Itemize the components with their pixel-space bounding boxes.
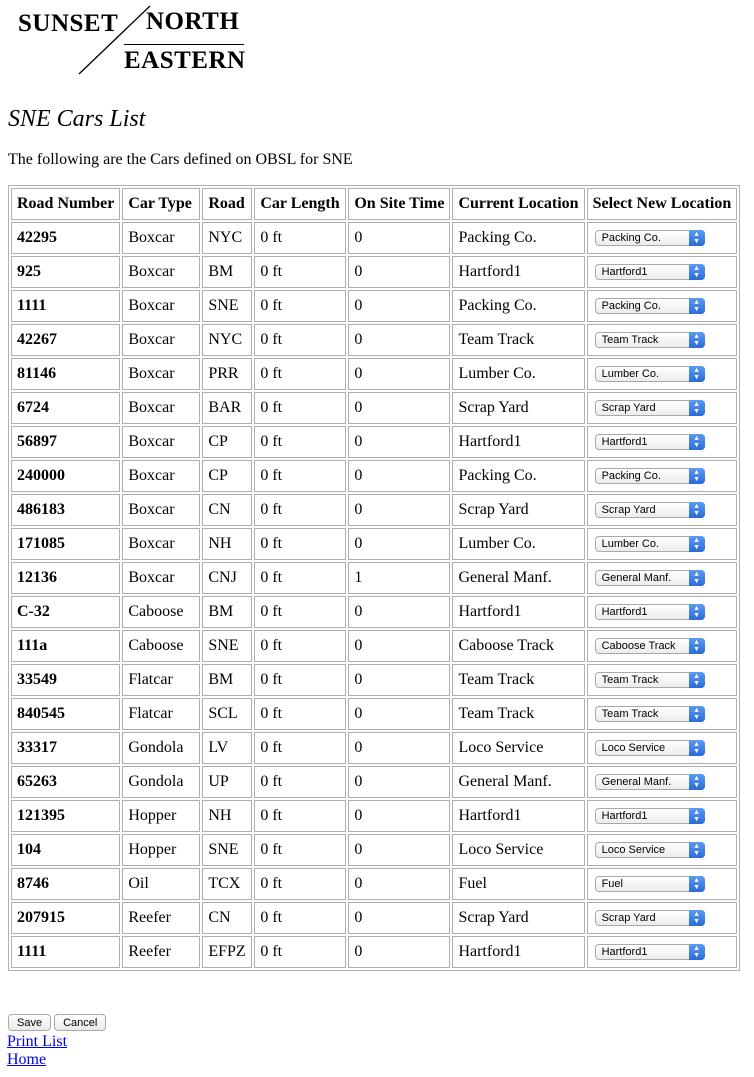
cell-road: CNJ <box>202 562 252 594</box>
cell-on-site-time: 0 <box>348 528 450 560</box>
table-row <box>11 664 737 696</box>
new-location-select[interactable] <box>595 332 705 348</box>
cell-road-number: 1111 <box>11 290 120 322</box>
chevron-updown-icon: ▲ ▼ <box>689 332 705 348</box>
new-location-select[interactable] <box>595 808 705 824</box>
cell-on-site-time: 0 <box>348 596 450 628</box>
intro-text: The following are the Cars defined on OBSL for SNE <box>8 151 353 168</box>
cell-current-location: Hartford1 <box>452 256 584 288</box>
cell-car-type: Reefer <box>122 936 200 968</box>
chevron-updown-icon: ▲ ▼ <box>689 808 705 824</box>
cell-road: NYC <box>202 222 252 254</box>
cell-road-number: 486183 <box>11 494 120 526</box>
new-location-select-value: Fuel <box>601 878 623 891</box>
table-row <box>11 698 737 730</box>
cell-car-type: Gondola <box>122 766 200 798</box>
cell-road-number: 56897 <box>11 426 120 458</box>
cell-car-type: Boxcar <box>122 528 200 560</box>
header-road: Road <box>202 188 252 220</box>
new-location-select-value: Hartford1 <box>601 946 648 959</box>
cell-road-number: 925 <box>11 256 120 288</box>
cell-car-type: Flatcar <box>122 698 200 730</box>
cell-on-site-time: 0 <box>348 664 450 696</box>
cancel-button[interactable]: Cancel <box>54 1014 106 1031</box>
header-car-length: Car Length <box>254 188 346 220</box>
cell-car-type: Oil <box>122 868 200 900</box>
new-location-select[interactable] <box>595 672 705 688</box>
new-location-select-value: Caboose Track <box>601 640 676 653</box>
cell-road: NYC <box>202 324 252 356</box>
new-location-select-value: Scrap Yard <box>601 912 656 925</box>
chevron-updown-icon: ▲ ▼ <box>689 842 705 858</box>
logo-word-eastern: EASTERN <box>124 47 246 74</box>
cell-current-location: Loco Service <box>452 834 584 866</box>
cell-car-length: 0 ft <box>254 222 346 254</box>
cell-road-number: 104 <box>11 834 120 866</box>
chevron-updown-icon: ▲ ▼ <box>689 876 705 892</box>
logo-divider-line <box>124 44 244 45</box>
cell-on-site-time: 0 <box>348 392 450 424</box>
new-location-select[interactable] <box>595 298 705 314</box>
cell-select-new-location <box>587 358 738 390</box>
table-row <box>11 528 737 560</box>
cell-road-number: 1111 <box>11 936 120 968</box>
cell-road: NH <box>202 528 252 560</box>
chevron-updown-icon: ▲ ▼ <box>689 638 705 654</box>
cell-car-type: Boxcar <box>122 256 200 288</box>
table-row <box>11 868 737 900</box>
cars-table <box>8 185 740 971</box>
cell-current-location: Caboose Track <box>452 630 584 662</box>
cell-car-type: Hopper <box>122 834 200 866</box>
new-location-select-value: Scrap Yard <box>601 504 656 517</box>
new-location-select-value: Packing Co. <box>601 232 661 245</box>
table-row <box>11 256 737 288</box>
cell-road: EFPZ <box>202 936 252 968</box>
cell-car-length: 0 ft <box>254 868 346 900</box>
cell-on-site-time: 0 <box>348 460 450 492</box>
cell-road: BAR <box>202 392 252 424</box>
new-location-select-value: Packing Co. <box>601 300 661 313</box>
cell-car-type: Boxcar <box>122 222 200 254</box>
cell-select-new-location <box>587 868 738 900</box>
cell-select-new-location <box>587 766 738 798</box>
new-location-select-value: Hartford1 <box>601 436 648 449</box>
cell-current-location: Fuel <box>452 868 584 900</box>
cell-select-new-location <box>587 834 738 866</box>
cell-car-length: 0 ft <box>254 834 346 866</box>
chevron-updown-icon: ▲ ▼ <box>689 944 705 960</box>
cell-car-length: 0 ft <box>254 766 346 798</box>
cell-car-type: Boxcar <box>122 562 200 594</box>
cell-current-location: Lumber Co. <box>452 358 584 390</box>
cell-select-new-location <box>587 664 738 696</box>
cell-select-new-location <box>587 426 738 458</box>
cell-select-new-location <box>587 324 738 356</box>
chevron-updown-icon: ▲ ▼ <box>689 230 705 246</box>
cell-select-new-location <box>587 732 738 764</box>
new-location-select-value: Team Track <box>601 674 659 687</box>
cell-road-number: 240000 <box>11 460 120 492</box>
cars-table-body <box>11 222 737 968</box>
new-location-select[interactable] <box>595 230 705 246</box>
cell-car-type: Caboose <box>122 596 200 628</box>
sunset-north-eastern-logo <box>17 4 247 76</box>
new-location-select[interactable] <box>595 366 705 382</box>
cell-current-location: Hartford1 <box>452 596 584 628</box>
cell-road-number: 8746 <box>11 868 120 900</box>
cell-car-type: Reefer <box>122 902 200 934</box>
cell-road-number: 840545 <box>11 698 120 730</box>
cell-current-location: Team Track <box>452 698 584 730</box>
chevron-updown-icon: ▲ ▼ <box>689 910 705 926</box>
cell-road-number: 111a <box>11 630 120 662</box>
logo-word-sunset: SUNSET <box>18 10 119 37</box>
new-location-select-value: General Manf. <box>601 776 672 789</box>
chevron-updown-icon: ▲ ▼ <box>689 264 705 280</box>
print-list-link[interactable]: Print List <box>7 1033 68 1050</box>
cell-current-location: Packing Co. <box>452 222 584 254</box>
cell-road: CP <box>202 460 252 492</box>
new-location-select[interactable] <box>595 604 705 620</box>
table-row <box>11 460 737 492</box>
cell-road: SNE <box>202 630 252 662</box>
cell-on-site-time: 0 <box>348 324 450 356</box>
cell-road: SNE <box>202 290 252 322</box>
new-location-select[interactable] <box>595 910 705 926</box>
cell-on-site-time: 0 <box>348 290 450 322</box>
chevron-updown-icon: ▲ ▼ <box>689 298 705 314</box>
table-row <box>11 222 737 254</box>
table-row <box>11 562 737 594</box>
cell-on-site-time: 0 <box>348 834 450 866</box>
cell-car-length: 0 ft <box>254 800 346 832</box>
cell-on-site-time: 0 <box>348 800 450 832</box>
table-row <box>11 596 737 628</box>
cell-car-type: Boxcar <box>122 290 200 322</box>
cell-road-number: 33317 <box>11 732 120 764</box>
chevron-updown-icon: ▲ ▼ <box>689 400 705 416</box>
table-row <box>11 732 737 764</box>
table-row <box>11 392 737 424</box>
table-row <box>11 800 737 832</box>
table-row <box>11 936 737 968</box>
cell-road: BM <box>202 256 252 288</box>
table-row <box>11 902 737 934</box>
cell-road: CN <box>202 494 252 526</box>
cell-road-number: 12136 <box>11 562 120 594</box>
new-location-select-value: Scrap Yard <box>601 402 656 415</box>
cell-car-length: 0 ft <box>254 630 346 662</box>
new-location-select-value: Lumber Co. <box>601 368 660 381</box>
new-location-select[interactable] <box>595 502 705 518</box>
cell-road-number: 33549 <box>11 664 120 696</box>
new-location-select[interactable] <box>595 400 705 416</box>
chevron-updown-icon: ▲ ▼ <box>689 434 705 450</box>
cell-select-new-location <box>587 562 738 594</box>
cell-car-length: 0 ft <box>254 392 346 424</box>
cell-car-type: Boxcar <box>122 426 200 458</box>
cell-on-site-time: 0 <box>348 698 450 730</box>
chevron-updown-icon: ▲ ▼ <box>689 468 705 484</box>
cell-on-site-time: 1 <box>348 562 450 594</box>
cell-car-type: Boxcar <box>122 392 200 424</box>
page-title: SNE Cars List <box>8 106 146 132</box>
table-row <box>11 324 737 356</box>
cell-select-new-location <box>587 698 738 730</box>
cell-on-site-time: 0 <box>348 630 450 662</box>
chevron-updown-icon: ▲ ▼ <box>689 604 705 620</box>
cell-road: BM <box>202 664 252 696</box>
chevron-updown-icon: ▲ ▼ <box>689 536 705 552</box>
cell-on-site-time: 0 <box>348 426 450 458</box>
cell-road: NH <box>202 800 252 832</box>
cell-car-length: 0 ft <box>254 358 346 390</box>
new-location-select-value: Hartford1 <box>601 606 648 619</box>
cell-road-number: 42295 <box>11 222 120 254</box>
cell-select-new-location <box>587 392 738 424</box>
cell-select-new-location <box>587 528 738 560</box>
cell-on-site-time: 0 <box>348 358 450 390</box>
cell-car-length: 0 ft <box>254 562 346 594</box>
cell-road-number: 171085 <box>11 528 120 560</box>
new-location-select[interactable] <box>595 264 705 280</box>
new-location-select[interactable] <box>595 774 705 790</box>
cell-car-length: 0 ft <box>254 460 346 492</box>
save-button[interactable]: Save <box>8 1014 51 1031</box>
cell-car-length: 0 ft <box>254 732 346 764</box>
new-location-select[interactable] <box>595 876 705 892</box>
table-header-row <box>11 188 737 220</box>
new-location-select[interactable] <box>595 944 705 960</box>
cell-car-length: 0 ft <box>254 528 346 560</box>
logo-word-north: NORTH <box>146 8 240 35</box>
new-location-select[interactable] <box>595 468 705 484</box>
cell-road-number: 81146 <box>11 358 120 390</box>
table-row <box>11 358 737 390</box>
new-location-select-value: General Manf. <box>601 572 672 585</box>
cell-road-number: 121395 <box>11 800 120 832</box>
chevron-updown-icon: ▲ ▼ <box>689 366 705 382</box>
new-location-select[interactable] <box>595 740 705 756</box>
header-car-type: Car Type <box>122 188 200 220</box>
new-location-select-value: Lumber Co. <box>601 538 660 551</box>
new-location-select-value: Team Track <box>601 708 659 721</box>
new-location-select-value: Loco Service <box>601 742 666 755</box>
chevron-updown-icon: ▲ ▼ <box>689 672 705 688</box>
cell-select-new-location <box>587 290 738 322</box>
cell-road: CP <box>202 426 252 458</box>
cell-on-site-time: 0 <box>348 766 450 798</box>
table-row <box>11 834 737 866</box>
chevron-updown-icon: ▲ ▼ <box>689 502 705 518</box>
cell-road-number: 42267 <box>11 324 120 356</box>
cell-select-new-location <box>587 596 738 628</box>
cell-car-length: 0 ft <box>254 324 346 356</box>
cell-road-number: 6724 <box>11 392 120 424</box>
cell-road: BM <box>202 596 252 628</box>
table-row <box>11 630 737 662</box>
cell-car-length: 0 ft <box>254 698 346 730</box>
cell-current-location: Hartford1 <box>452 936 584 968</box>
new-location-select[interactable] <box>595 842 705 858</box>
cell-current-location: Packing Co. <box>452 460 584 492</box>
table-row <box>11 426 737 458</box>
header-current-location: Current Location <box>452 188 584 220</box>
cell-current-location: Packing Co. <box>452 290 584 322</box>
cell-on-site-time: 0 <box>348 222 450 254</box>
cell-car-length: 0 ft <box>254 902 346 934</box>
cell-current-location: General Manf. <box>452 562 584 594</box>
cell-select-new-location <box>587 222 738 254</box>
chevron-updown-icon: ▲ ▼ <box>689 740 705 756</box>
cell-road: CN <box>202 902 252 934</box>
cell-car-type: Boxcar <box>122 494 200 526</box>
cell-car-length: 0 ft <box>254 256 346 288</box>
footer-links <box>7 1033 67 1069</box>
cell-car-type: Flatcar <box>122 664 200 696</box>
cell-car-length: 0 ft <box>254 494 346 526</box>
cell-car-length: 0 ft <box>254 936 346 968</box>
cell-road: TCX <box>202 868 252 900</box>
new-location-select[interactable] <box>595 536 705 552</box>
chevron-updown-icon: ▲ ▼ <box>689 570 705 586</box>
table-row <box>11 766 737 798</box>
cell-on-site-time: 0 <box>348 732 450 764</box>
cell-select-new-location <box>587 902 738 934</box>
cell-road: PRR <box>202 358 252 390</box>
cell-car-type: Gondola <box>122 732 200 764</box>
cell-car-length: 0 ft <box>254 664 346 696</box>
new-location-select[interactable] <box>595 570 705 586</box>
header-on-site-time: On Site Time <box>348 188 450 220</box>
header-select-new-location: Select New Location <box>587 188 738 220</box>
cell-road: SNE <box>202 834 252 866</box>
cell-car-length: 0 ft <box>254 426 346 458</box>
cell-road-number: 65263 <box>11 766 120 798</box>
cell-road: UP <box>202 766 252 798</box>
cell-on-site-time: 0 <box>348 494 450 526</box>
cell-car-type: Hopper <box>122 800 200 832</box>
cell-on-site-time: 0 <box>348 902 450 934</box>
new-location-select-value: Team Track <box>601 334 659 347</box>
cell-current-location: Hartford1 <box>452 800 584 832</box>
cell-select-new-location <box>587 460 738 492</box>
new-location-select-value: Packing Co. <box>601 470 661 483</box>
cell-road-number: C-32 <box>11 596 120 628</box>
cell-car-type: Boxcar <box>122 324 200 356</box>
new-location-select[interactable] <box>595 706 705 722</box>
cell-car-type: Boxcar <box>122 358 200 390</box>
table-row <box>11 494 737 526</box>
home-link[interactable]: Home <box>7 1051 47 1068</box>
new-location-select[interactable] <box>595 638 705 654</box>
cell-current-location: Lumber Co. <box>452 528 584 560</box>
new-location-select[interactable] <box>595 434 705 450</box>
cell-car-length: 0 ft <box>254 596 346 628</box>
cell-select-new-location <box>587 800 738 832</box>
cell-current-location: Team Track <box>452 324 584 356</box>
cell-road: LV <box>202 732 252 764</box>
cell-current-location: Loco Service <box>452 732 584 764</box>
table-row <box>11 290 737 322</box>
cell-on-site-time: 0 <box>348 256 450 288</box>
cell-current-location: Scrap Yard <box>452 392 584 424</box>
cell-current-location: Scrap Yard <box>452 902 584 934</box>
cell-current-location: General Manf. <box>452 766 584 798</box>
cell-select-new-location <box>587 630 738 662</box>
new-location-select-value: Hartford1 <box>601 266 648 279</box>
new-location-select-value: Loco Service <box>601 844 666 857</box>
cell-select-new-location <box>587 256 738 288</box>
cell-car-type: Boxcar <box>122 460 200 492</box>
cell-select-new-location <box>587 936 738 968</box>
cell-select-new-location <box>587 494 738 526</box>
cell-current-location: Team Track <box>452 664 584 696</box>
cell-current-location: Scrap Yard <box>452 494 584 526</box>
cell-road: SCL <box>202 698 252 730</box>
header-road-number: Road Number <box>11 188 120 220</box>
form-buttons <box>8 1013 109 1031</box>
cell-car-type: Caboose <box>122 630 200 662</box>
chevron-updown-icon: ▲ ▼ <box>689 774 705 790</box>
cell-road-number: 207915 <box>11 902 120 934</box>
chevron-updown-icon: ▲ ▼ <box>689 706 705 722</box>
cell-on-site-time: 0 <box>348 868 450 900</box>
cell-on-site-time: 0 <box>348 936 450 968</box>
cell-current-location: Hartford1 <box>452 426 584 458</box>
cell-car-length: 0 ft <box>254 290 346 322</box>
new-location-select-value: Hartford1 <box>601 810 648 823</box>
